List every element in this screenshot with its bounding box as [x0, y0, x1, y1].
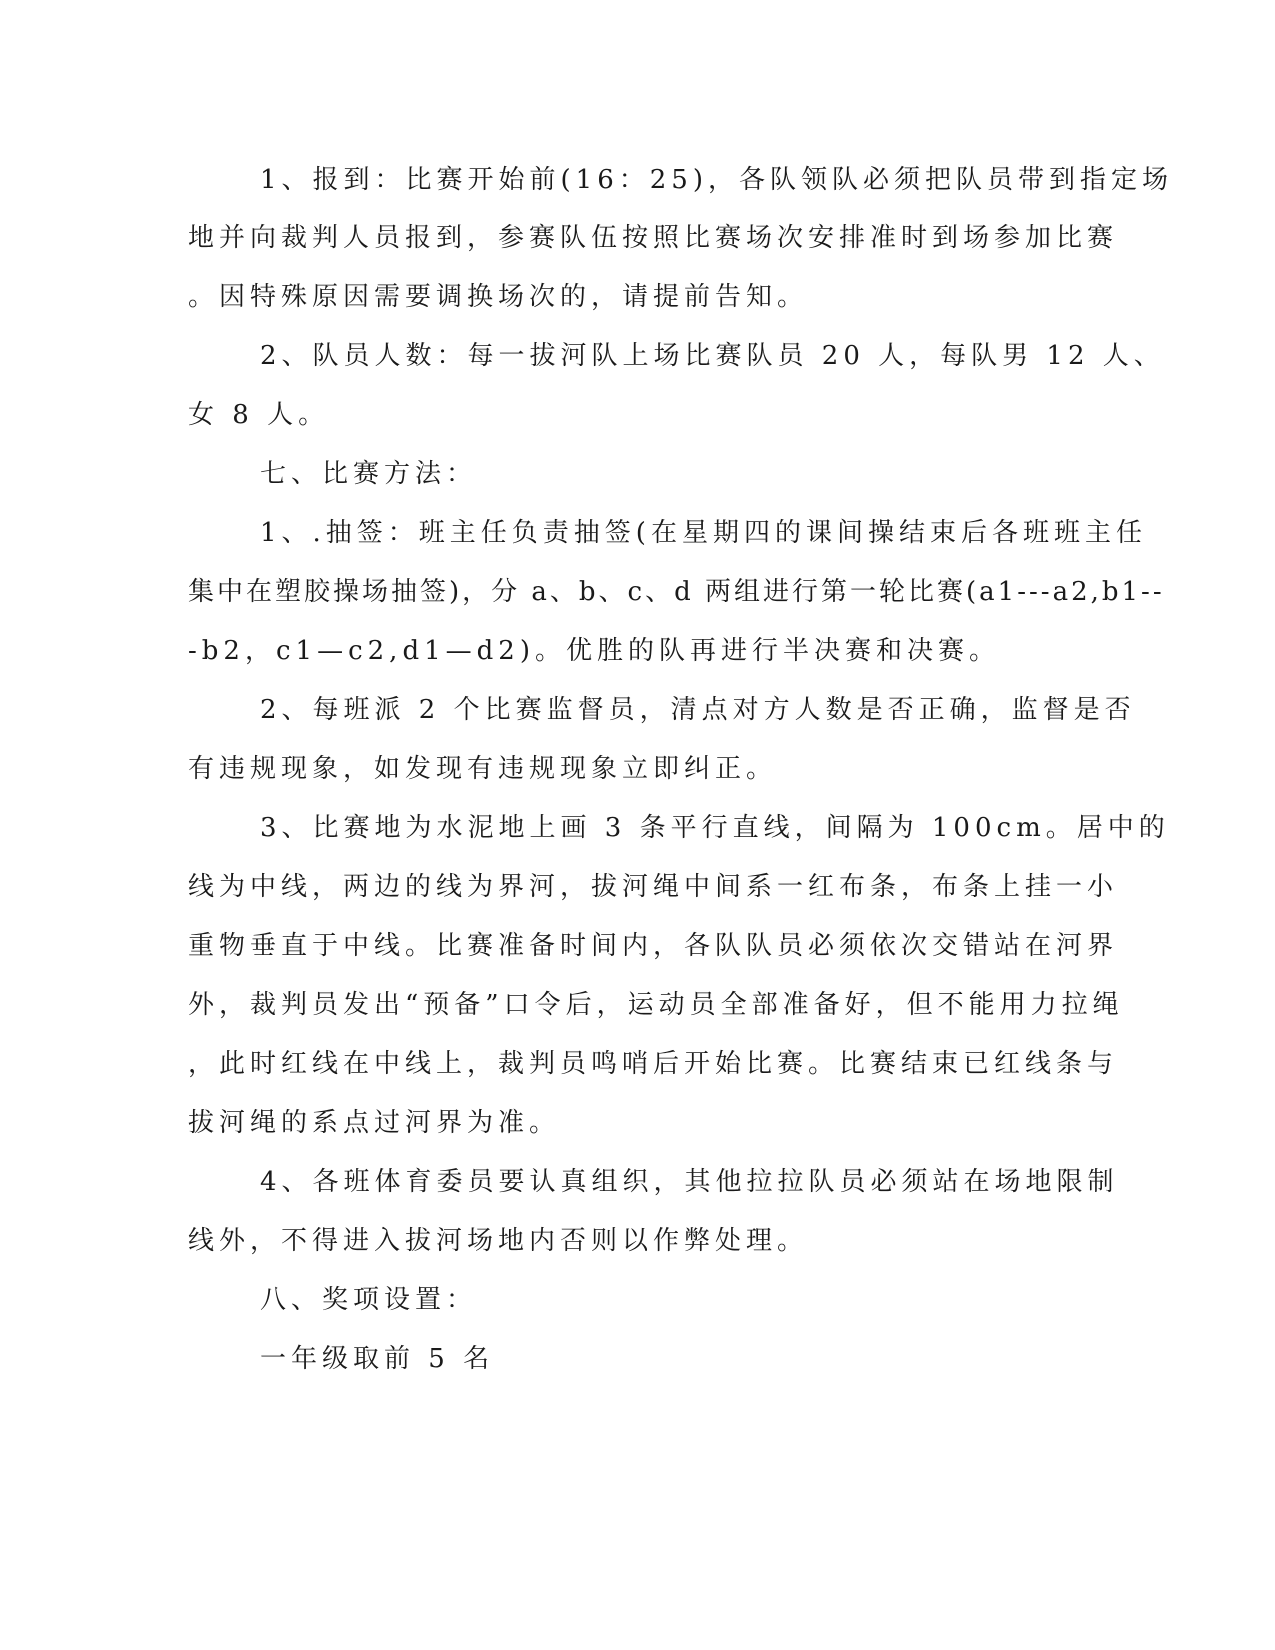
section-heading-8: 八、奖项设置： — [260, 1285, 478, 1315]
text-line-15: 外，裁判员发出“预备”口令后，运动员全部准备好，但不能用力拉绳 — [188, 990, 1124, 1020]
text-line-18: 4、各班体育委员要认真组织，其他拉拉队员必须站在场地限制 — [260, 1167, 1119, 1197]
text-line-2: 地并向裁判人员报到，参赛队伍按照比赛场次安排准时到场参加比赛 — [188, 223, 1119, 253]
text-line-1: 1、报到：比赛开始前(16：25)，各队领队必须把队员带到指定场 — [260, 165, 1173, 195]
text-line-19: 线外，不得进入拔河场地内否则以作弊处理。 — [188, 1226, 809, 1256]
text-line-8: 集中在塑胶操场抽签)，分 a、b、c、d 两组进行第一轮比赛(a1---a2,b1-- — [188, 577, 1165, 607]
text-line-9: -b2，c1—c2,d1—d2)。优胜的队再进行半决赛和决赛。 — [188, 636, 1000, 666]
text-line-4: 2、队员人数：每一拔河队上场比赛队员 20 人，每队男 12 人、 — [260, 341, 1165, 371]
text-line-5: 女 8 人。 — [188, 400, 330, 430]
section-heading-7: 七、比赛方法： — [260, 459, 478, 489]
text-line-14: 重物垂直于中线。比赛准备时间内，各队队员必须依次交错站在河界 — [188, 931, 1119, 961]
text-line-12: 3、比赛地为水泥地上画 3 条平行直线，间隔为 100cm。居中的 — [260, 813, 1170, 843]
text-line-21: 一年级取前 5 名 — [260, 1344, 495, 1374]
text-line-11: 有违规现象，如发现有违规现象立即纠正。 — [188, 754, 778, 784]
text-line-10: 2、每班派 2 个比赛监督员，清点对方人数是否正确，监督是否 — [260, 695, 1136, 725]
text-line-17: 拔河绳的系点过河界为准。 — [188, 1108, 561, 1138]
text-line-7: 1、.抽签：班主任负责抽签(在星期四的课间操结束后各班班主任 — [260, 518, 1147, 548]
text-line-13: 线为中线，两边的线为界河，拔河绳中间系一红布条，布条上挂一小 — [188, 872, 1119, 902]
text-line-16: ，此时红线在中线上，裁判员鸣哨后开始比赛。比赛结束已红线条与 — [188, 1049, 1119, 1079]
text-line-3: 。因特殊原因需要调换场次的，请提前告知。 — [188, 282, 809, 312]
